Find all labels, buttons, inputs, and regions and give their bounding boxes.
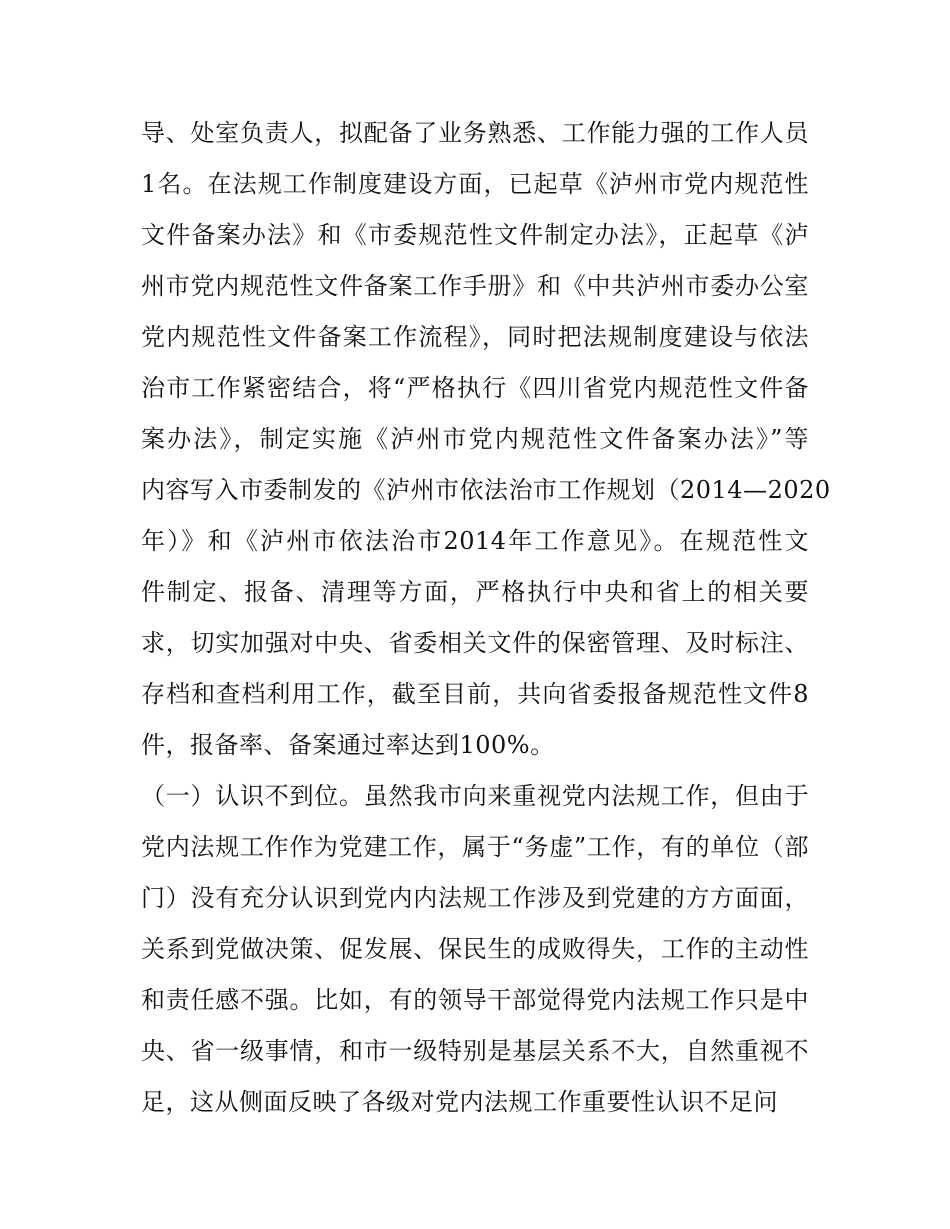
body-line: 治市工作紧密结合，将“严格执行《四川省党内规范性文件备 (141, 374, 809, 402)
body-line: 件，报备率、备案通过率达到100%。 (141, 731, 555, 759)
body-line: 1名。在法规工作制度建设方面，已起草《泸州市党内规范性 (141, 170, 809, 198)
body-line: 文件备案办法》和《市委规范性文件制定办法》，正起草《泸 (141, 221, 809, 249)
body-line: 导、处室负责人，拟配备了业务熟悉、工作能力强的工作人员 (141, 119, 809, 147)
body-line: 求，切实加强对中央、省委相关文件的保密管理、及时标注、 (141, 629, 809, 657)
body-line: （一）认识不到位。虽然我市向来重视党内法规工作，但由于 (141, 782, 809, 810)
body-line: 案办法》，制定实施《泸州市党内规范性文件备案办法》”等 (141, 425, 809, 453)
body-line: 党内法规工作作为党建工作，属于“务虚”工作，有的单位（部 (141, 833, 809, 861)
body-line: 州市党内规范性文件备案工作手册》和《中共泸州市委办公室 (141, 272, 809, 300)
body-line: 党内规范性文件备案工作流程》，同时把法规制度建设与依法 (141, 323, 809, 351)
body-line: 关系到党做决策、促发展、保民生的成败得失，工作的主动性 (141, 935, 809, 963)
body-line: 内容写入市委制发的《泸州市依法治市工作规划（2014—2020 (141, 476, 831, 504)
body-line: 足，这从侧面反映了各级对党内法规工作重要性认识不足问 (141, 1088, 778, 1116)
body-line: 门）没有充分认识到党内内法规工作涉及到党建的方方面面， (141, 884, 809, 912)
body-line: 和责任感不强。比如，有的领导干部觉得党内法规工作只是中 (141, 986, 809, 1014)
body-line: 年）》和《泸州市依法治市2014年工作意见》。在规范性文 (141, 527, 809, 555)
body-line: 央、省一级事情，和市一级特别是基层关系不大，自然重视不 (141, 1037, 809, 1065)
body-line: 存档和查档利用工作，截至目前，共向省委报备规范性文件8 (141, 680, 809, 708)
body-line: 件制定、报备、清理等方面，严格执行中央和省上的相关要 (141, 578, 809, 606)
